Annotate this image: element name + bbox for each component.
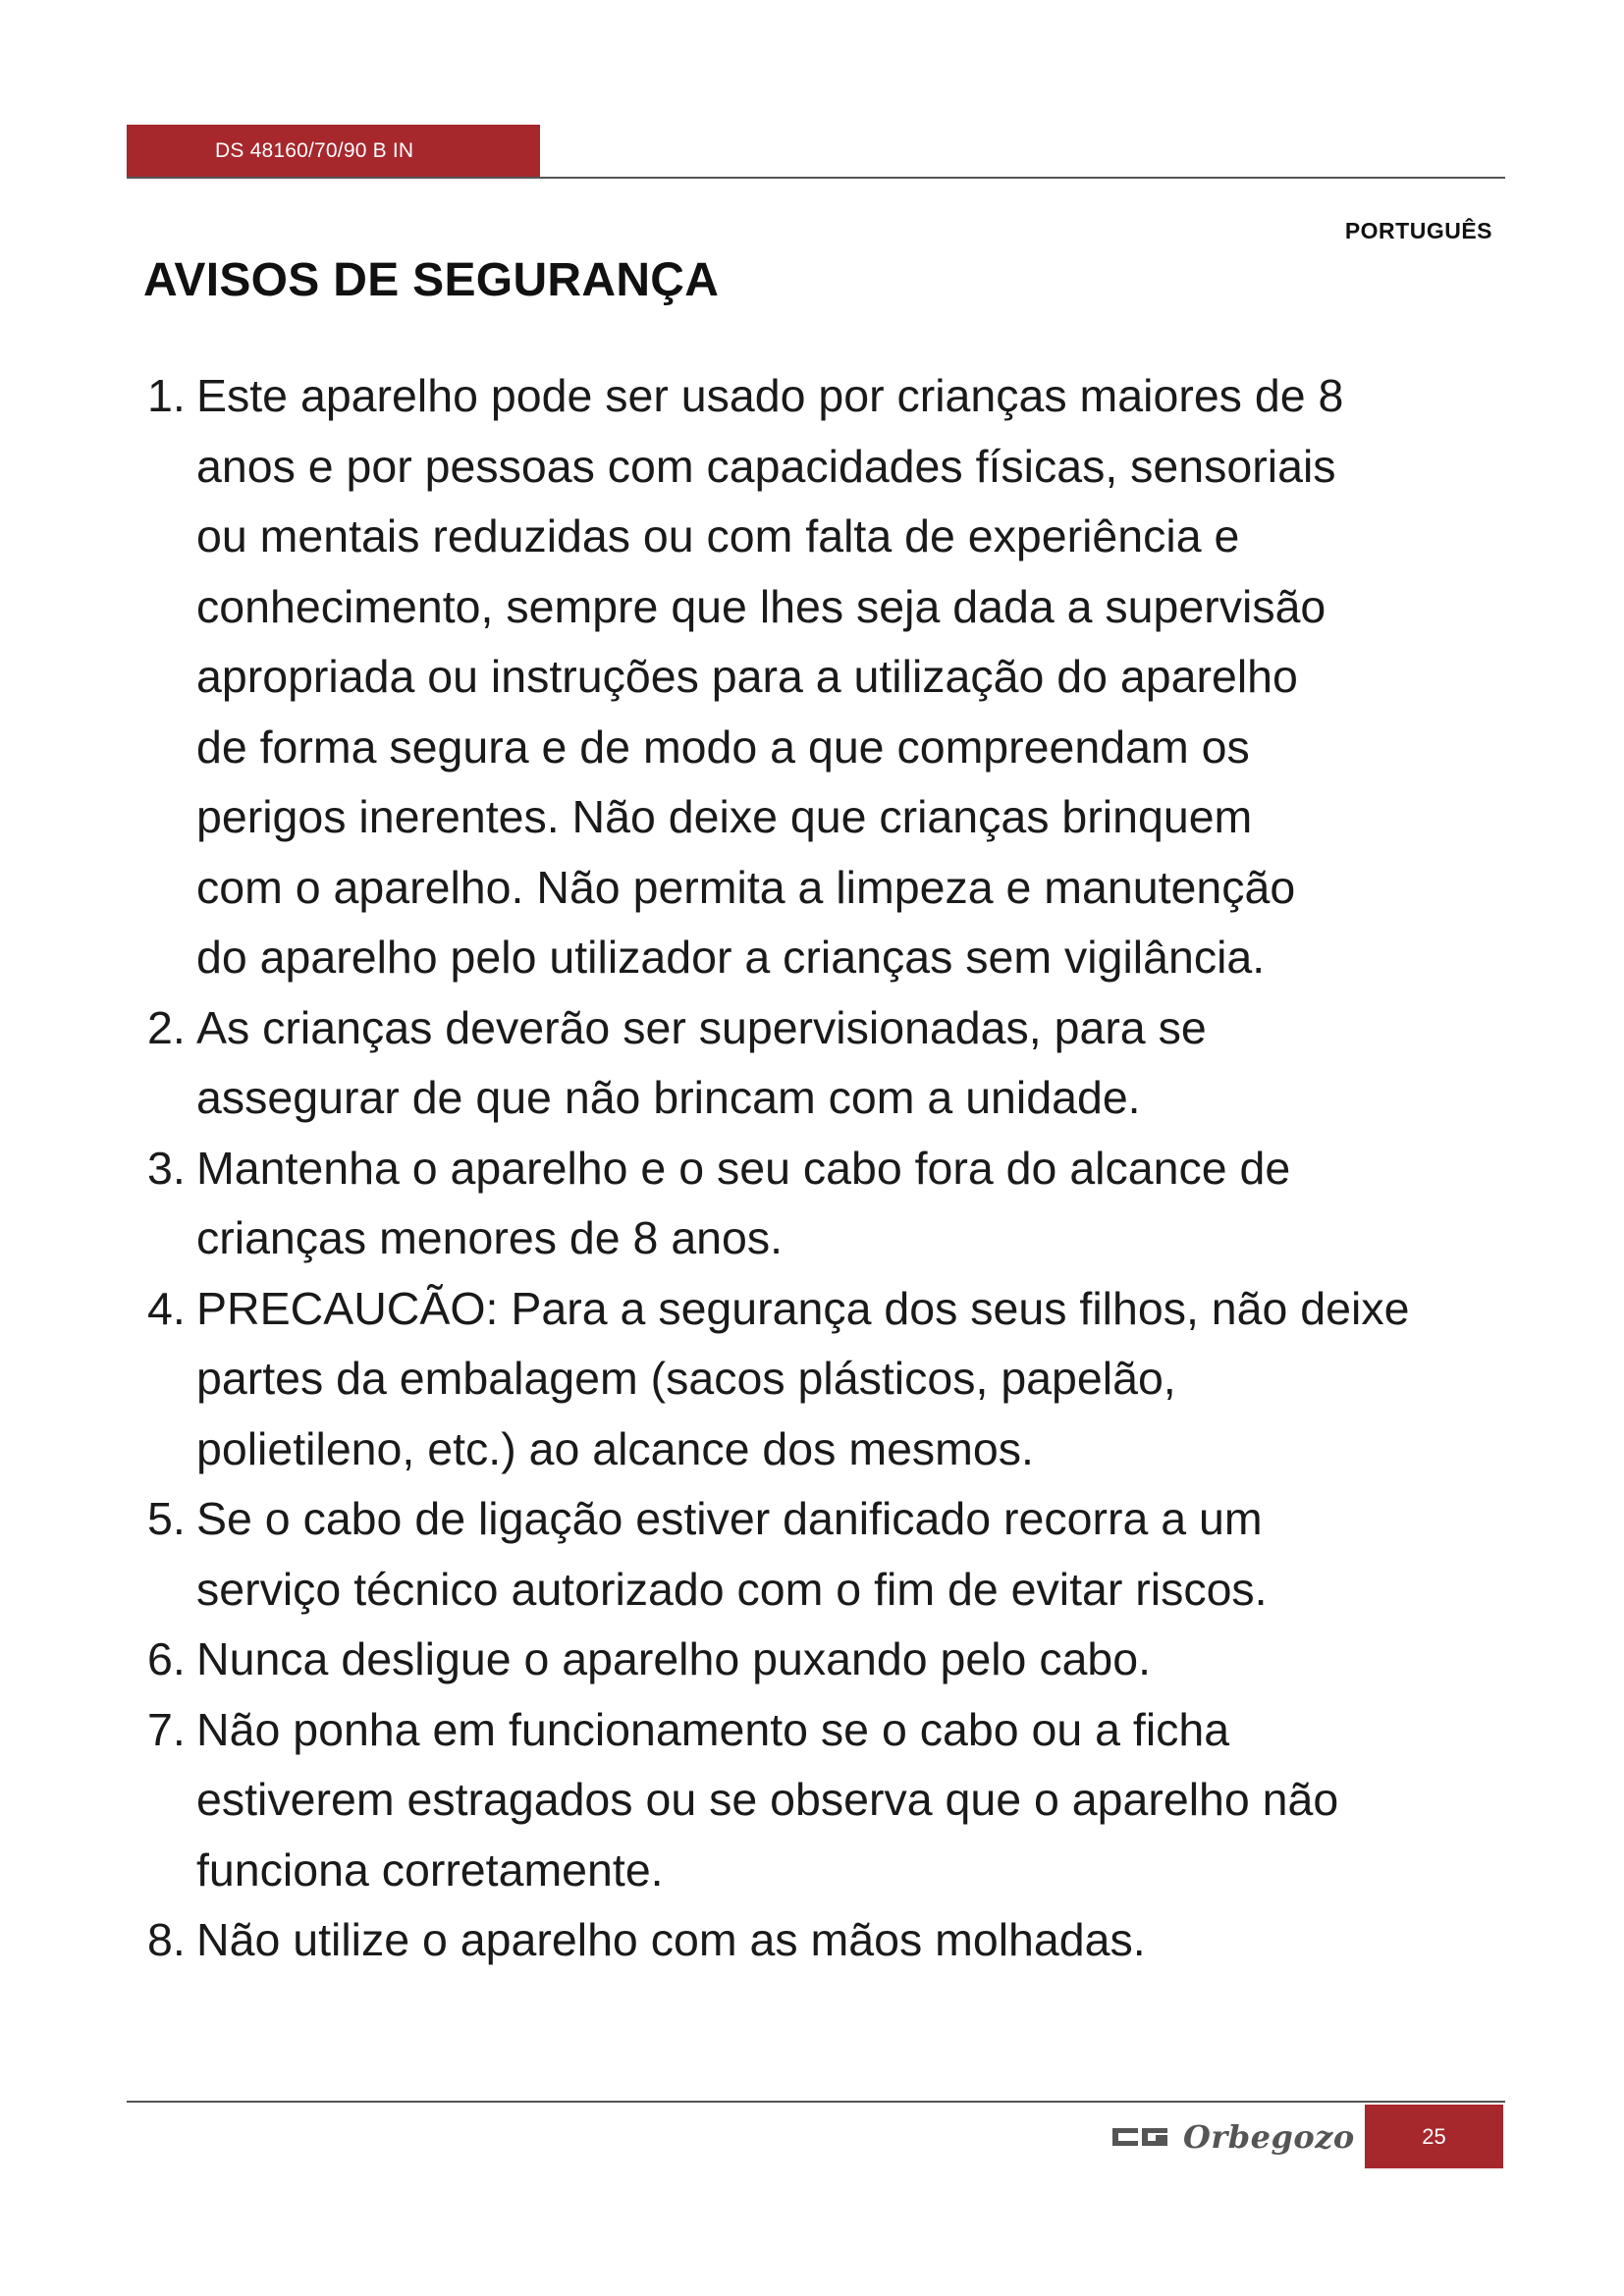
warning-number: 3. — [147, 1142, 186, 1194]
warning-text-line: de forma segura e de modo a que compreendam os — [196, 721, 1250, 773]
page-title: AVISOS DE SEGURANÇA — [143, 254, 720, 306]
warning-number: 2. — [147, 1001, 186, 1053]
header-divider — [127, 177, 1505, 179]
warning-text-line: Este aparelho pode ser usado por crianças maiores de 8 — [196, 370, 1344, 421]
warning-text-line: Se o cabo de ligação estiver danificado recorra a um — [196, 1493, 1263, 1544]
warning-item — [147, 361, 1512, 993]
warning-text-line: funciona corretamente. — [196, 1843, 664, 1896]
warning-text-line: com o aparelho. Não permita a limpeza e manutenção — [196, 861, 1296, 913]
warning-text — [196, 1695, 1512, 1906]
warning-item — [147, 1274, 1512, 1485]
warning-text-line: conhecimento, sempre que lhes seja dada a supervisão — [196, 580, 1326, 632]
warning-number: 6. — [147, 1633, 186, 1684]
warning-text-line: PRECAUCÃO: Para a segurança dos seus filhos, não deixe — [196, 1282, 1410, 1334]
warning-text — [196, 1625, 1512, 1695]
warning-text-line: perigos inerentes. Não deixe que crianças brinquem — [196, 791, 1253, 842]
warning-text — [196, 993, 1512, 1134]
safety-warnings-list — [147, 361, 1512, 1976]
warning-text-line: ou mentais reduzidas ou com falta de experiência e — [196, 510, 1240, 561]
warning-text-line: do aparelho pelo utilizador a crianças sem vigilância. — [196, 932, 1266, 983]
warning-text-line: Não utilize o aparelho com as mãos molhadas. — [196, 1914, 1146, 1965]
brand-logo — [1112, 2114, 1355, 2160]
warning-text-line: apropriada ou instruções para a utilização do aparelho — [196, 651, 1298, 702]
warning-text-line: Mantenha o aparelho e o seu cabo fora do alcance de — [196, 1142, 1291, 1194]
model-tab: DS 48160/70/90 B IN — [127, 125, 540, 177]
warning-number: 8. — [147, 1914, 186, 1965]
warning-number: 4. — [147, 1282, 186, 1334]
warning-text-line: assegurar de que não brincam com a unidade. — [196, 1072, 1141, 1123]
warning-item — [147, 1625, 1512, 1695]
warning-text — [196, 1134, 1512, 1274]
warning-text — [196, 361, 1512, 993]
brand-wordmark: Orbegozo — [1183, 2118, 1355, 2156]
warning-text-line: partes da embalagem (sacos plásticos, papelão, — [196, 1353, 1176, 1404]
warning-number: 7. — [147, 1703, 186, 1755]
warning-text-line: anos e por pessoas com capacidades físicas, sensoriais — [196, 440, 1336, 492]
page-number: 25 — [1365, 2105, 1503, 2168]
warning-item — [147, 993, 1512, 1134]
warning-text — [196, 1905, 1512, 1976]
warning-number: 1. — [147, 370, 186, 421]
warning-item — [147, 1134, 1512, 1274]
warning-item — [147, 1484, 1512, 1625]
warning-number: 5. — [147, 1493, 186, 1544]
warning-text-line: Nunca desligue o aparelho puxando pelo cabo. — [196, 1633, 1152, 1684]
warning-text-line: polietileno, etc.) ao alcance dos mesmos. — [196, 1422, 1034, 1474]
brand-mark-icon — [1112, 2122, 1169, 2152]
warning-text-line: crianças menores de 8 anos. — [196, 1212, 784, 1263]
language-label: PORTUGUÊS — [1344, 218, 1492, 243]
warning-item — [147, 1695, 1512, 1906]
warning-text-line: estiverem estragados ou se observa que o aparelho não — [196, 1774, 1339, 1825]
warning-item — [147, 1905, 1512, 1976]
warning-text-line: Não ponha em funcionamento se o cabo ou a ficha — [196, 1703, 1230, 1755]
warning-text — [196, 1274, 1512, 1485]
warning-text — [196, 1484, 1512, 1625]
footer-divider — [127, 2101, 1505, 2103]
warning-text-line: As crianças deverão ser supervisionadas, para se — [196, 1001, 1207, 1053]
warning-text-line: serviço técnico autorizado com o fim de evitar riscos. — [196, 1563, 1268, 1615]
